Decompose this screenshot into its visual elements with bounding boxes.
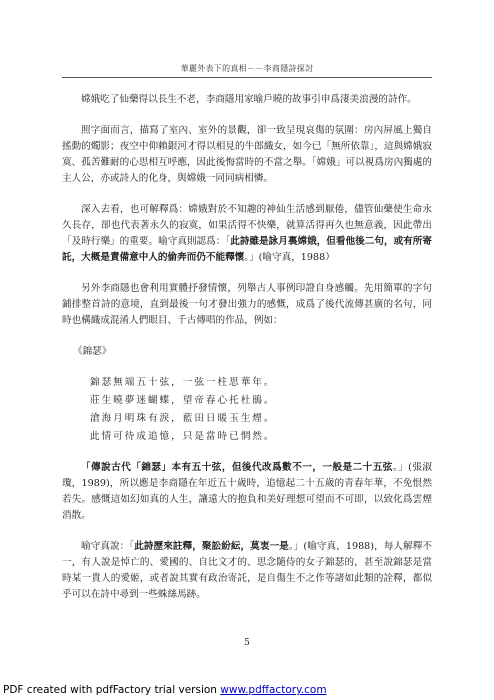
paragraph-6-quote: 此詩歷來註釋，聚訟紛紜，莫衷一是 [134, 541, 289, 552]
paragraph-5 [62, 460, 432, 524]
paragraph-1: 嫦娥吃了仙藥得以長生不老，李商隱用家喻戶曉的故事引申爲淒美浪漫的詩作。 [81, 94, 417, 105]
paragraph-3-citation: 。」(喻守真，1988） [244, 252, 335, 263]
paragraph-5-quote: 「傳說古代「錦瑟」本有五十弦，但後代改爲數不一，一般是二十五弦 [81, 462, 393, 473]
paragraph-2: 照字面而言，描寫了室內、室外的景觀，卻一致呈現哀傷的氛圍：房內屏風上獨自搖動的燭影；夜空中仰賴銀河才得以相見的牛郎織女，如今已「無所依靠」，這與嫦娥寂寞、孤苦難耐的心思相互呼應，因此後悔當時的不當之舉。「嫦娥」可以視爲房內獨處的主人公，亦或詩人的化身，與嫦娥一同同病相憐。 [62, 125, 432, 184]
page-number: 5 [244, 638, 250, 648]
footer-prefix: PDF created with pdfFactory trial version [3, 684, 221, 696]
poem-line-3: 滄海月明珠有淚，藍田日暖玉生煙。 [90, 413, 276, 424]
paragraph-6 [62, 539, 432, 603]
poem-block [90, 374, 432, 446]
poem-title: 《錦瑟》 [73, 346, 112, 357]
paragraph-3 [62, 202, 432, 266]
poem-line-1: 錦瑟無端五十弦，一弦一柱思華年。 [90, 377, 276, 388]
paragraph-4: 另外李商隱也會利用實體抒發情懷，列舉古人事例印證自身感觸。先用簡單的字句鋪排整首詩的意境，直到最後一句才發出強力的感慨，成爲了後代流傳甚廣的名句，同時也構織成混淆人們眼目、千古傳唱的作品，例如： [62, 283, 432, 326]
poem-line-2: 莊生曉夢迷蝴蝶，望帝春心托杜鵑。 [90, 395, 276, 406]
pdf-footer [3, 684, 327, 696]
paragraph-6-lead: 喻守真說：「 [81, 541, 135, 552]
poem-line-4: 此情可待成追憶，只是當時已惘然。 [90, 431, 276, 442]
footer-link[interactable]: www.pdffactory.com [220, 684, 327, 696]
paragraph-5-text: 。」(張淑瓊，1989)，所以應是李商隱在年近五十歲時，追憶起二十五歲的青春年華，不免恨然若失。感慨這如幻如真的人生，讓遠大的抱負和美好理想可望而不可即，以致化爲雲煙消散。 [62, 462, 432, 521]
paragraph-3-quote: 此詩雖是詠月裏嫦娥，但看他後二句，或有所寄託，大概是責備意中人的偷奔而仍不能釋懷 [62, 236, 433, 263]
page-body [62, 92, 432, 618]
running-header: 華麗外表下的真相－－李商隱詩探討 [180, 64, 314, 73]
header-rule [62, 77, 432, 78]
paragraph-3-text: 深入去看，也可解釋爲：嫦娥對於不知趣的神仙生活感到厭倦，儘管仙藥使生命永久長存，卻也代表著永久的寂寞，如果活得不快樂，就算活得再久也無意義，因此帶出「及時行樂」的重要。喻守真則認爲：「 [62, 204, 432, 247]
paragraph-6-text: 。」(喻守真，1988)，每人解釋不一，有人說是悼亡的、愛國的、自比文才的、思念隨侍的女子錦瑟的，甚至說錦瑟是當時某一貴人的愛姬，或者說其實有政治寄託，是自傷生不之作等諸如此類的詮釋，都似乎可以在詩中尋到一些蛛絲馬跡。 [62, 541, 433, 600]
